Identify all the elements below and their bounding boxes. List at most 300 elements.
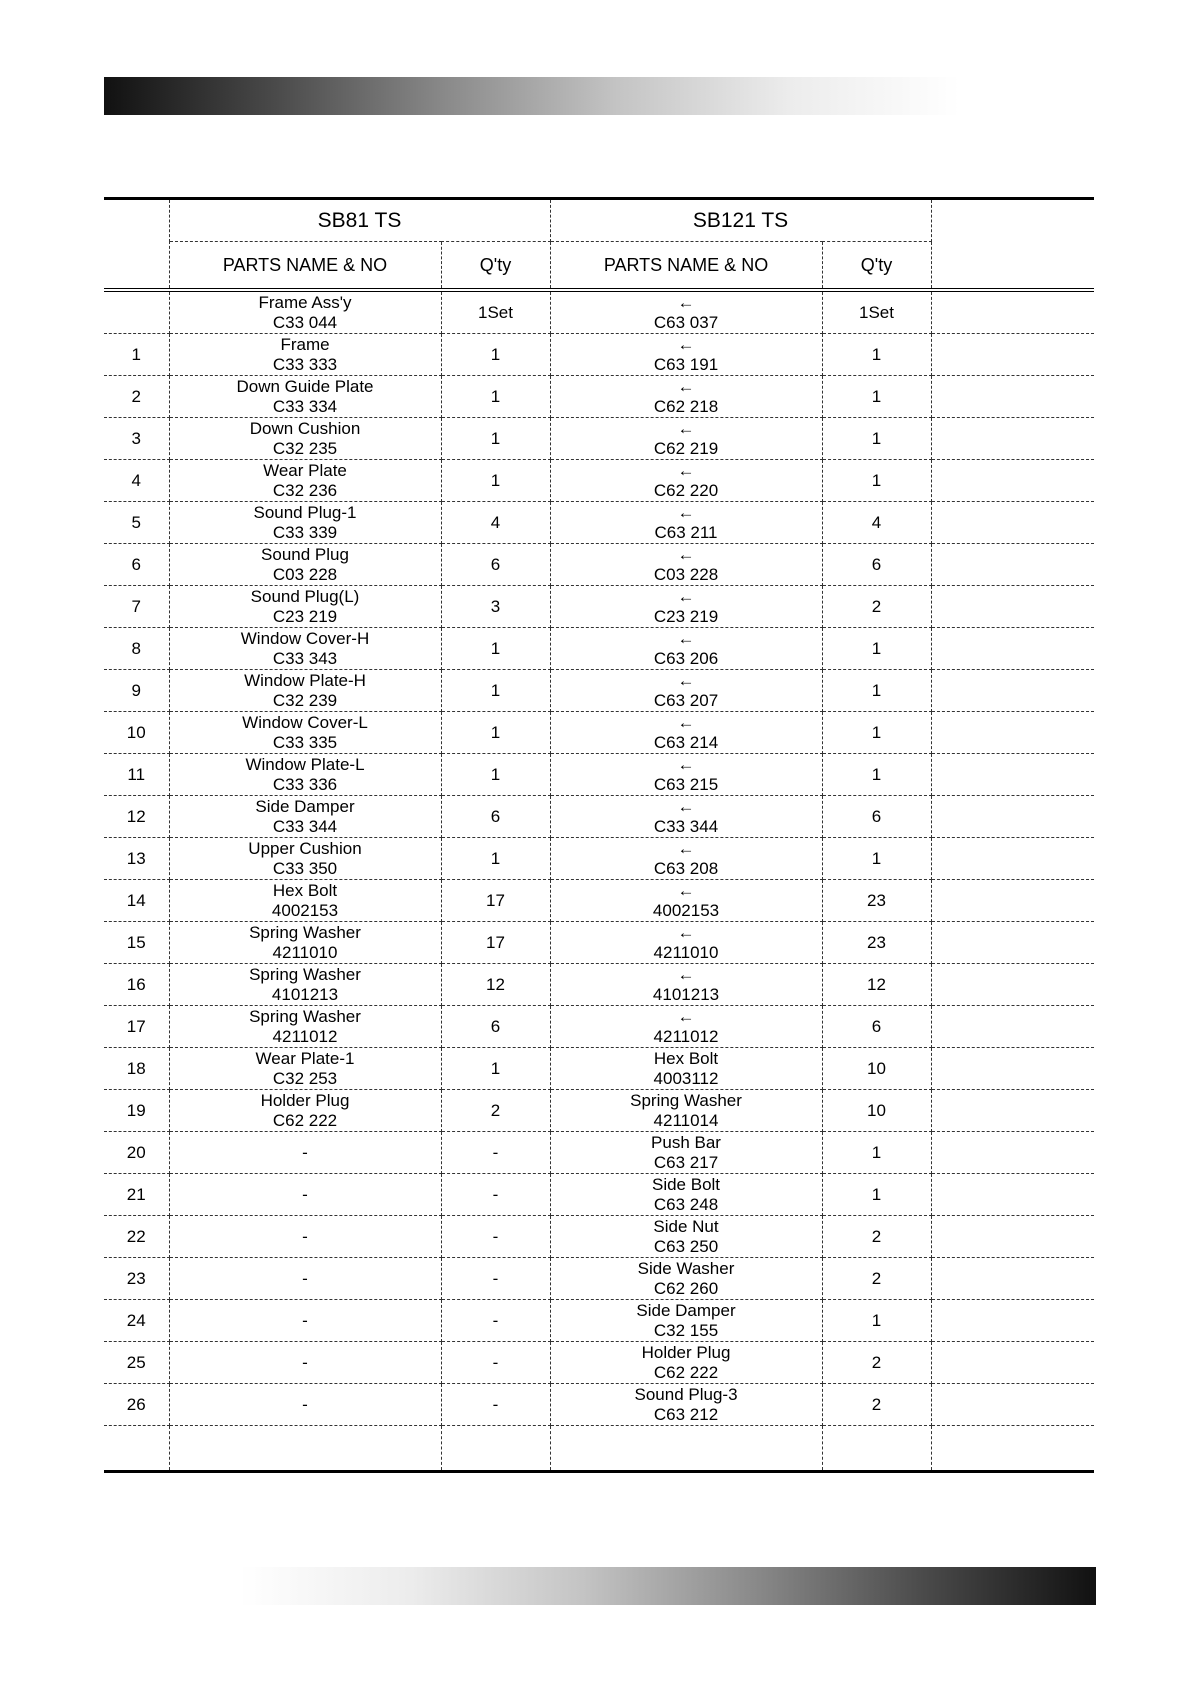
row-index: 6	[104, 544, 169, 586]
index-header-cell	[104, 199, 169, 291]
qty-cell-sb81: -	[441, 1300, 550, 1342]
remarks-cell	[931, 922, 1094, 964]
part-number: C62 222	[272, 1110, 338, 1130]
part-cell-sb81	[169, 1132, 441, 1174]
part-name: Hex Bolt	[272, 880, 338, 900]
qty-cell-sb121: 6	[822, 796, 931, 838]
part-name: Wear Plate	[263, 460, 347, 480]
remarks-cell	[931, 1048, 1094, 1090]
column-header-qty-a: Q'ty	[441, 242, 550, 291]
part-cell-sb121	[550, 1006, 822, 1048]
blank-cell	[104, 1426, 169, 1472]
part-name: ←	[677, 838, 695, 858]
qty-cell-sb81: 1	[441, 1048, 550, 1090]
remarks-cell	[931, 544, 1094, 586]
part-number: 4211012	[653, 1026, 719, 1046]
part-number: 4211012	[272, 1026, 338, 1046]
part-cell-sb121	[550, 796, 822, 838]
column-header-parts-b: PARTS NAME & NO	[550, 242, 822, 291]
table-row	[104, 628, 1094, 670]
part-name: Wear Plate-1	[255, 1048, 355, 1068]
qty-cell-sb81: 17	[441, 922, 550, 964]
part-number: C62 219	[653, 438, 719, 458]
part-number: C33 336	[272, 774, 338, 794]
part-name: ←	[677, 880, 695, 900]
qty-cell-sb81: -	[441, 1384, 550, 1426]
part-cell-sb81	[169, 502, 441, 544]
table-row	[104, 1300, 1094, 1342]
blank-cell	[441, 1426, 550, 1472]
qty-cell-sb81: 2	[441, 1090, 550, 1132]
part-name: Push Bar	[651, 1132, 721, 1152]
qty-cell-sb121: 1	[822, 1132, 931, 1174]
qty-cell-sb81: 1	[441, 628, 550, 670]
table-row	[104, 1006, 1094, 1048]
part-cell-sb121	[550, 1132, 822, 1174]
qty-cell-sb121: 10	[822, 1048, 931, 1090]
part-cell-sb121	[550, 544, 822, 586]
table-row	[104, 922, 1094, 964]
row-index: 11	[104, 754, 169, 796]
part-number: 4101213	[271, 984, 339, 1004]
qty-cell-sb121: 1	[822, 1300, 931, 1342]
qty-cell-sb121: 23	[822, 922, 931, 964]
qty-cell-sb121: 1	[822, 1174, 931, 1216]
qty-cell-sb121: 1	[822, 376, 931, 418]
part-cell-sb121	[550, 1342, 822, 1384]
part-number: C63 214	[653, 732, 719, 752]
part-name: -	[302, 1142, 308, 1162]
model-header-row	[104, 199, 1094, 242]
part-number: C32 155	[653, 1320, 719, 1340]
part-name: Sound Plug(L)	[250, 586, 360, 606]
qty-cell-sb121: 2	[822, 1384, 931, 1426]
remarks-cell	[931, 1132, 1094, 1174]
part-name: Side Nut	[653, 1216, 719, 1236]
part-number: 4002153	[652, 900, 720, 920]
part-number: 4101213	[652, 984, 720, 1004]
remarks-cell	[931, 628, 1094, 670]
table-row	[104, 1216, 1094, 1258]
row-index: 26	[104, 1384, 169, 1426]
part-number: 4002153	[271, 900, 339, 920]
part-cell-sb121	[550, 1216, 822, 1258]
part-cell-sb81	[169, 922, 441, 964]
qty-cell-sb121: 10	[822, 1090, 931, 1132]
row-index: 24	[104, 1300, 169, 1342]
table-row	[104, 1384, 1094, 1426]
row-index: 21	[104, 1174, 169, 1216]
part-number: C62 260	[653, 1278, 719, 1298]
part-number: C33 350	[272, 858, 338, 878]
row-index: 1	[104, 334, 169, 376]
part-cell-sb81	[169, 1006, 441, 1048]
part-number: C03 228	[272, 564, 338, 584]
part-number: C23 219	[653, 606, 719, 626]
qty-cell-sb81: 3	[441, 586, 550, 628]
part-name: Sound Plug-1	[253, 502, 357, 522]
part-number: C63 208	[653, 858, 719, 878]
part-name: Window Cover-H	[240, 628, 370, 648]
qty-cell-sb81: 1	[441, 460, 550, 502]
remarks-cell	[931, 670, 1094, 712]
part-name: ←	[677, 544, 695, 564]
row-index: 13	[104, 838, 169, 880]
remarks-cell	[931, 1384, 1094, 1426]
part-cell-sb121	[550, 334, 822, 376]
qty-cell-sb121: 1	[822, 334, 931, 376]
part-cell-sb81	[169, 880, 441, 922]
qty-cell-sb81: 12	[441, 964, 550, 1006]
row-index: 9	[104, 670, 169, 712]
row-index: 17	[104, 1006, 169, 1048]
remarks-cell	[931, 376, 1094, 418]
part-name: ←	[677, 502, 695, 522]
row-index: 25	[104, 1342, 169, 1384]
part-cell-sb121	[550, 418, 822, 460]
blank-cell	[822, 1426, 931, 1472]
table-row	[104, 838, 1094, 880]
row-index: 16	[104, 964, 169, 1006]
qty-cell-sb121: 6	[822, 1006, 931, 1048]
blank-cell	[550, 1426, 822, 1472]
part-cell-sb121	[550, 670, 822, 712]
part-name: Upper Cushion	[248, 838, 362, 858]
table-row	[104, 1174, 1094, 1216]
model-title-sb81: SB81 TS	[169, 199, 550, 242]
part-cell-sb81	[169, 1384, 441, 1426]
part-number: C63 211	[654, 522, 718, 542]
part-number: C32 235	[272, 438, 338, 458]
table-row	[104, 1342, 1094, 1384]
qty-cell-sb121: 4	[822, 502, 931, 544]
part-name: ←	[677, 418, 695, 438]
remarks-cell	[931, 290, 1094, 334]
part-cell-sb81	[169, 838, 441, 880]
blank-cell	[169, 1426, 441, 1472]
part-cell-sb81	[169, 1300, 441, 1342]
part-number: C33 335	[272, 732, 338, 752]
part-name: ←	[677, 1006, 695, 1026]
qty-cell-sb121: 1	[822, 670, 931, 712]
part-number: C33 333	[272, 354, 338, 374]
part-name: -	[302, 1394, 308, 1414]
part-name: ←	[677, 964, 695, 984]
parts-table	[104, 197, 1094, 1473]
table-row	[104, 1048, 1094, 1090]
part-name: -	[302, 1352, 308, 1372]
part-name: Hex Bolt	[653, 1048, 719, 1068]
qty-cell-sb121: 2	[822, 1342, 931, 1384]
part-number: 4003112	[653, 1068, 719, 1088]
part-cell-sb121	[550, 502, 822, 544]
table-row	[104, 418, 1094, 460]
remarks-cell	[931, 418, 1094, 460]
remarks-header-cell	[931, 199, 1094, 291]
part-cell-sb121	[550, 290, 822, 334]
part-number: C63 250	[653, 1236, 719, 1256]
parts-table-body	[104, 290, 1094, 1426]
remarks-cell	[931, 838, 1094, 880]
remarks-cell	[931, 460, 1094, 502]
row-index: 18	[104, 1048, 169, 1090]
row-index: 20	[104, 1132, 169, 1174]
table-row	[104, 754, 1094, 796]
part-number: C33 339	[272, 522, 338, 542]
part-name: Sound Plug-3	[634, 1384, 738, 1404]
part-number: C62 220	[653, 480, 719, 500]
part-cell-sb81	[169, 544, 441, 586]
part-cell-sb81	[169, 1048, 441, 1090]
remarks-cell	[931, 754, 1094, 796]
part-cell-sb81	[169, 1258, 441, 1300]
part-number: C63 215	[653, 774, 719, 794]
row-index: 4	[104, 460, 169, 502]
part-cell-sb81	[169, 418, 441, 460]
blank-cell	[931, 1426, 1094, 1472]
table-row	[104, 712, 1094, 754]
blank-row	[104, 1426, 1094, 1472]
part-name: Side Bolt	[651, 1174, 721, 1194]
column-header-qty-b: Q'ty	[822, 242, 931, 291]
part-name: ←	[677, 670, 695, 690]
part-number: C23 219	[272, 606, 338, 626]
part-cell-sb81	[169, 754, 441, 796]
remarks-cell	[931, 1342, 1094, 1384]
part-number: C33 343	[272, 648, 338, 668]
part-cell-sb121	[550, 964, 822, 1006]
table-row	[104, 376, 1094, 418]
table-row	[104, 586, 1094, 628]
remarks-cell	[931, 1006, 1094, 1048]
qty-cell-sb81: -	[441, 1342, 550, 1384]
part-name: Window Cover-L	[242, 712, 368, 732]
part-cell-sb121	[550, 460, 822, 502]
header-gradient-bar	[104, 77, 960, 115]
part-name: ←	[677, 628, 695, 648]
part-number: C33 044	[272, 312, 338, 332]
part-name: -	[302, 1184, 308, 1204]
qty-cell-sb121: 23	[822, 880, 931, 922]
remarks-cell	[931, 1300, 1094, 1342]
row-index: 3	[104, 418, 169, 460]
qty-cell-sb81: 1	[441, 670, 550, 712]
part-name: Spring Washer	[249, 922, 361, 942]
qty-cell-sb121: 1	[822, 628, 931, 670]
part-number: 4211010	[272, 942, 338, 962]
part-number: 4211014	[653, 1110, 719, 1130]
part-number: C63 217	[653, 1152, 719, 1172]
part-number: C63 212	[653, 1404, 719, 1424]
part-cell-sb81	[169, 1090, 441, 1132]
table-row	[104, 796, 1094, 838]
table-row	[104, 880, 1094, 922]
part-number: C63 248	[653, 1194, 719, 1214]
part-cell-sb81	[169, 290, 441, 334]
row-index: 2	[104, 376, 169, 418]
part-number: C63 037	[653, 312, 719, 332]
qty-cell-sb81: 4	[441, 502, 550, 544]
row-index: 5	[104, 502, 169, 544]
part-name: ←	[677, 292, 695, 312]
part-cell-sb121	[550, 586, 822, 628]
part-name: -	[302, 1226, 308, 1246]
footer-gradient-bar	[240, 1567, 1096, 1605]
qty-cell-sb81: -	[441, 1132, 550, 1174]
remarks-cell	[931, 334, 1094, 376]
qty-cell-sb81: -	[441, 1174, 550, 1216]
qty-cell-sb121: 1	[822, 712, 931, 754]
part-cell-sb121	[550, 1174, 822, 1216]
table-row	[104, 1132, 1094, 1174]
part-name: Window Plate-L	[245, 754, 365, 774]
part-cell-sb121	[550, 712, 822, 754]
part-name: Holder Plug	[641, 1342, 731, 1362]
part-name: Down Cushion	[249, 418, 361, 438]
part-cell-sb121	[550, 1384, 822, 1426]
qty-cell-sb81: -	[441, 1216, 550, 1258]
part-name: Down Guide Plate	[236, 376, 374, 396]
part-cell-sb121	[550, 1258, 822, 1300]
row-index: 12	[104, 796, 169, 838]
row-index: 14	[104, 880, 169, 922]
part-cell-sb81	[169, 1216, 441, 1258]
part-name: ←	[677, 922, 695, 942]
part-cell-sb81	[169, 628, 441, 670]
part-name: ←	[677, 586, 695, 606]
part-number: C33 344	[653, 816, 719, 836]
part-name: ←	[677, 712, 695, 732]
part-cell-sb121	[550, 880, 822, 922]
part-name: Side Washer	[637, 1258, 735, 1278]
qty-cell-sb81: 1	[441, 376, 550, 418]
remarks-cell	[931, 796, 1094, 838]
part-name: ←	[677, 796, 695, 816]
qty-cell-sb81: 1	[441, 418, 550, 460]
part-cell-sb81	[169, 586, 441, 628]
remarks-cell	[931, 586, 1094, 628]
part-number: C63 206	[653, 648, 719, 668]
table-row	[104, 1090, 1094, 1132]
qty-cell-sb121: 1Set	[822, 290, 931, 334]
part-name: Frame	[280, 334, 330, 354]
qty-cell-sb81: 6	[441, 796, 550, 838]
part-name: ←	[677, 460, 695, 480]
qty-cell-sb81: 1	[441, 712, 550, 754]
part-number: 4211010	[653, 942, 719, 962]
remarks-cell	[931, 1090, 1094, 1132]
qty-cell-sb121: 2	[822, 586, 931, 628]
part-number: C33 334	[272, 396, 338, 416]
table-row	[104, 334, 1094, 376]
table-row	[104, 964, 1094, 1006]
row-index: 7	[104, 586, 169, 628]
remarks-cell	[931, 1216, 1094, 1258]
part-cell-sb81	[169, 376, 441, 418]
qty-cell-sb81: 1Set	[441, 290, 550, 334]
part-name: Spring Washer	[249, 964, 361, 984]
column-header-parts-a: PARTS NAME & NO	[169, 242, 441, 291]
row-index: 23	[104, 1258, 169, 1300]
part-name: Spring Washer	[249, 1006, 361, 1026]
part-name: Sound Plug	[261, 544, 349, 564]
qty-cell-sb121: 1	[822, 418, 931, 460]
part-name: Spring Washer	[630, 1090, 742, 1110]
part-cell-sb121	[550, 1090, 822, 1132]
part-name: -	[302, 1268, 308, 1288]
qty-cell-sb121: 1	[822, 838, 931, 880]
part-number: C63 191	[653, 354, 719, 374]
part-number: C32 236	[272, 480, 338, 500]
row-index	[104, 290, 169, 334]
part-cell-sb121	[550, 922, 822, 964]
part-cell-sb121	[550, 1300, 822, 1342]
part-number: C33 344	[272, 816, 338, 836]
qty-cell-sb81: 1	[441, 334, 550, 376]
table-row	[104, 502, 1094, 544]
remarks-cell	[931, 502, 1094, 544]
part-name: Side Damper	[636, 1300, 736, 1320]
qty-cell-sb81: -	[441, 1258, 550, 1300]
part-cell-sb81	[169, 712, 441, 754]
table-row	[104, 670, 1094, 712]
part-name: Side Damper	[255, 796, 355, 816]
qty-cell-sb81: 17	[441, 880, 550, 922]
part-number: C62 218	[653, 396, 719, 416]
part-cell-sb81	[169, 796, 441, 838]
part-cell-sb121	[550, 1048, 822, 1090]
part-name: Holder Plug	[260, 1090, 350, 1110]
part-cell-sb81	[169, 670, 441, 712]
remarks-cell	[931, 1258, 1094, 1300]
qty-cell-sb81: 1	[441, 754, 550, 796]
table-row	[104, 460, 1094, 502]
row-index: 19	[104, 1090, 169, 1132]
part-name: ←	[677, 376, 695, 396]
part-cell-sb81	[169, 1174, 441, 1216]
part-number: C32 253	[272, 1068, 338, 1088]
part-name: ←	[677, 754, 695, 774]
remarks-cell	[931, 1174, 1094, 1216]
qty-cell-sb121: 12	[822, 964, 931, 1006]
qty-cell-sb121: 2	[822, 1216, 931, 1258]
remarks-cell	[931, 880, 1094, 922]
qty-cell-sb121: 1	[822, 460, 931, 502]
part-name: Frame Ass'y	[258, 292, 352, 312]
part-cell-sb81	[169, 334, 441, 376]
qty-cell-sb81: 1	[441, 838, 550, 880]
qty-cell-sb121: 1	[822, 754, 931, 796]
part-number: C63 207	[653, 690, 719, 710]
table-row	[104, 290, 1094, 334]
row-index: 22	[104, 1216, 169, 1258]
model-title-sb121: SB121 TS	[550, 199, 931, 242]
part-cell-sb121	[550, 754, 822, 796]
part-cell-sb81	[169, 1342, 441, 1384]
row-index: 15	[104, 922, 169, 964]
part-name: Window Plate-H	[244, 670, 366, 690]
table-row	[104, 1258, 1094, 1300]
part-number: C62 222	[653, 1362, 719, 1382]
row-index: 10	[104, 712, 169, 754]
qty-cell-sb121: 6	[822, 544, 931, 586]
part-cell-sb121	[550, 838, 822, 880]
remarks-cell	[931, 964, 1094, 1006]
part-cell-sb81	[169, 964, 441, 1006]
part-name: ←	[677, 334, 695, 354]
part-number: C32 239	[272, 690, 338, 710]
part-cell-sb121	[550, 628, 822, 670]
